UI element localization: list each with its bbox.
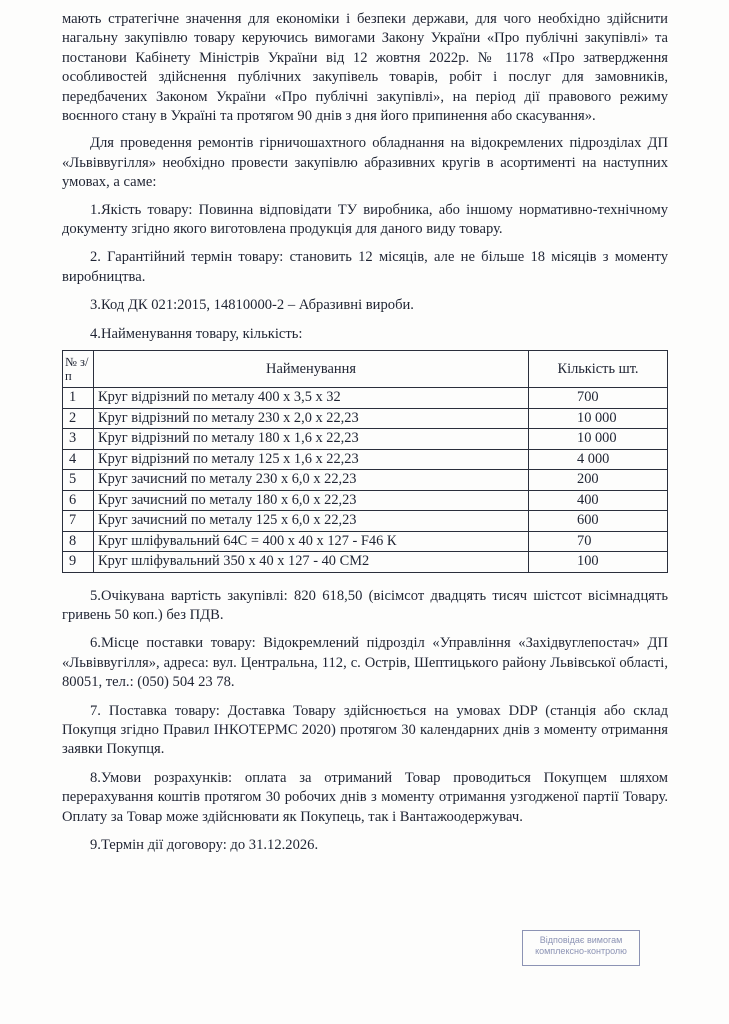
header-num: № з/п [63, 351, 94, 388]
table-row [63, 552, 668, 573]
intro-paragraph-2: Для проведення ремонтів гірничошахтного обладнання на відокремлених підрозділах ДП «Львіввугілля» необхідно провести закупівлю абразивних кругів в асортименті на наступних умовах, а саме: [62, 135, 668, 191]
row-num: 6 [63, 490, 94, 511]
table-row [63, 511, 668, 532]
row-num: 8 [63, 531, 94, 552]
table-row [63, 429, 668, 450]
item-payment: 8.Умови розрахунків: оплата за отриманий Товар проводиться Покупцем шляхом перерахування коштів протягом 30 робочих днів з моменту отримання узгодженої партії Товару. Оплату за Товар може здійснювати як Покупець, так і Вантажоодержувач. [62, 769, 668, 825]
header-qty: Кількість шт. [529, 351, 668, 388]
approval-stamp [522, 930, 640, 966]
row-qty: 700 [529, 388, 668, 409]
item-quality: 1.Якість товару: Повинна відповідати ТУ виробника, або іншому нормативно-технічному документу згідно якого виготовлена продукція для даного виду товару. [62, 201, 668, 238]
table-row [63, 408, 668, 429]
row-num: 1 [63, 388, 94, 409]
stamp-line-2: комплексно-контролю [535, 946, 627, 956]
row-name: Круг зачисний по металу 180 х 6,0 х 22,23 [94, 490, 529, 511]
row-qty: 10 000 [529, 429, 668, 450]
row-name: Круг відрізний по металу 125 х 1,6 х 22,23 [94, 449, 529, 470]
table-row [63, 490, 668, 511]
row-num: 5 [63, 470, 94, 491]
table-row [63, 531, 668, 552]
row-num: 9 [63, 552, 94, 573]
row-name: Круг шліфувальний 64С = 400 х 40 х 127 - F46 К [94, 531, 529, 552]
row-num: 2 [63, 408, 94, 429]
row-num: 4 [63, 449, 94, 470]
table-row [63, 449, 668, 470]
header-name: Найменування [94, 351, 529, 388]
item-delivery: 7. Поставка товару: Доставка Товару здійснюється на умовах DDP (станція або склад Покупця згідно Правил ІНКОТЕРМС 2020) протягом 30 календарних днів з моменту отримання заявки Покупця. [62, 702, 668, 758]
item-place: 6.Місце поставки товару: Відокремлений підрозділ «Управління «Західвуглепостач» ДП «Львіввугілля», адреса: вул. Центральна, 112, с. Острів, Шептицького району Львівської області, 80051, тел.: (050) 504 23 78. [62, 635, 668, 691]
row-name: Круг відрізний по металу 400 х 3,5 х 32 [94, 388, 529, 409]
intro-paragraph-1: мають стратегічне значення для економіки і безпеки держави, для чого необхідно здійснити нагальну закупівлю товару керуючись вимогами Закону України «Про публічні закупівлі» та постанови Кабінету Міністрів України від 12 жовтня 2022р. № 1178 «Про затвердження особливостей здійснення публічних закупівель товарів, робіт і послуг для замовників, передбачених Законом України «Про публічні закупівлі», на період дії правового режиму воєнного стану в Україні та протягом 90 днів з дня його припинення або скасування». [62, 11, 668, 125]
row-qty: 70 [529, 531, 668, 552]
row-qty: 100 [529, 552, 668, 573]
row-name: Круг шліфувальний 350 х 40 х 127 - 40 СМ2 [94, 552, 529, 573]
item-names-heading: 4.Найменування товару, кількість: [90, 325, 303, 342]
item-term: 9.Термін дії договору: до 31.12.2026. [90, 837, 319, 854]
row-name: Круг відрізний по металу 230 х 2,0 х 22,23 [94, 408, 529, 429]
row-qty: 4 000 [529, 449, 668, 470]
item-code: 3.Код ДК 021:2015, 14810000-2 – Абразивні вироби. [90, 297, 414, 314]
item-warranty: 2. Гарантійний термін товару: становить 12 місяців, але не більше 18 місяців з моменту виробництва. [62, 249, 668, 285]
row-name: Круг зачисний по металу 125 х 6,0 х 22,23 [94, 511, 529, 532]
row-num: 3 [63, 429, 94, 450]
row-num: 7 [63, 511, 94, 532]
stamp-line-1: Відповідає вимогам [539, 935, 623, 945]
row-name: Круг відрізний по металу 180 х 1,6 х 22,23 [94, 429, 529, 450]
row-name: Круг зачисний по металу 230 х 6,0 х 22,23 [94, 470, 529, 491]
row-qty: 400 [529, 490, 668, 511]
table-row [63, 470, 668, 491]
row-qty: 10 000 [529, 408, 668, 429]
row-qty: 200 [529, 470, 668, 491]
row-qty: 600 [529, 511, 668, 532]
item-cost: 5.Очікувана вартість закупівлі: 820 618,50 (вісімсот двадцять тисяч шістсот вісімнадцять гривень 50 коп.) без ПДВ. [62, 587, 668, 623]
table-header-row [63, 351, 668, 388]
document-body [62, 10, 668, 864]
table-row [63, 388, 668, 409]
goods-table [62, 350, 668, 573]
